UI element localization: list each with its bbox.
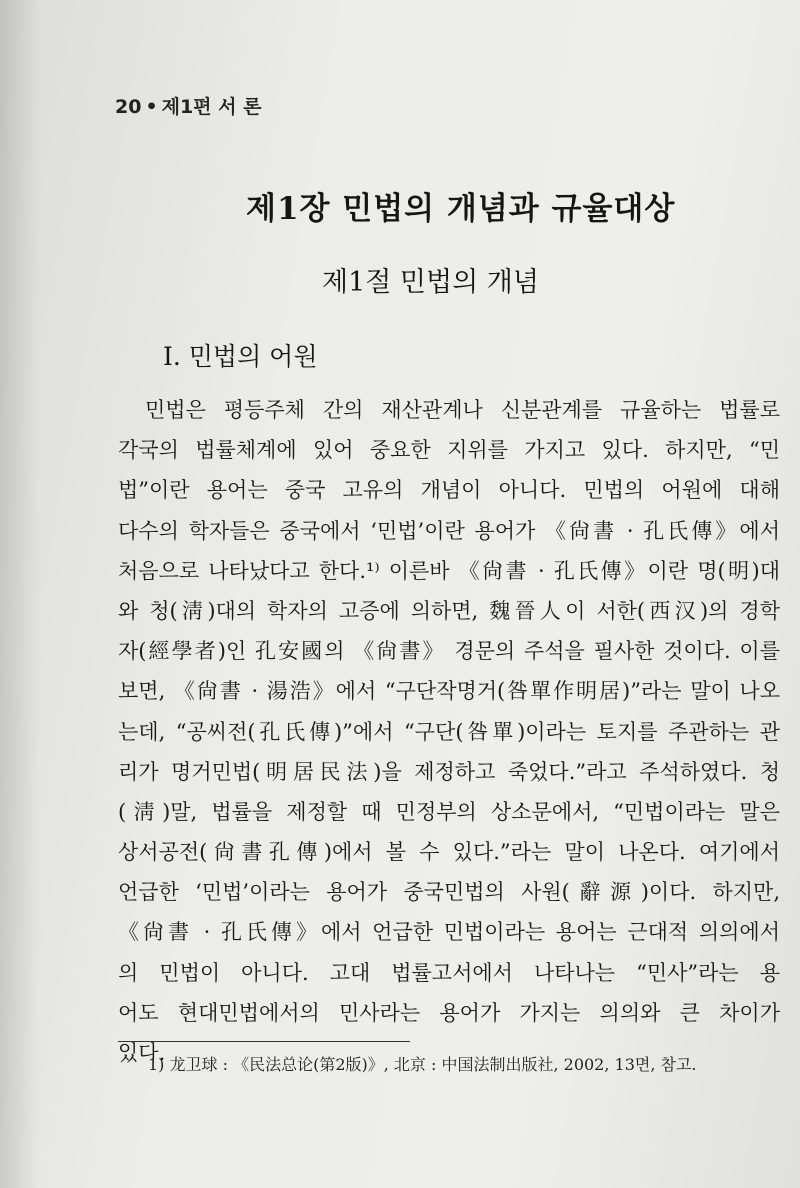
paragraph-line: 리가 명거민법(明居民法)을 제정하고 죽었다.”라고 주석하였다. 청 (118, 759, 780, 784)
section-title: 제1절 민법의 개념 (322, 267, 539, 298)
paragraph-line: 《尙書 · 孔氏傳》에서 언급한 민법이라는 용어는 근대적 의의에서 (118, 920, 780, 945)
paragraph-line: 는데, “공씨전(孔氏傳)”에서 “구단(咎單)이라는 토지를 주관하는 관 (118, 719, 780, 744)
paragraph-line: (淸)말, 법률을 제정할 때 민정부의 상소문에서, “민법이라는 말은 (118, 799, 780, 824)
footnote: 1) 龙卫球 : 《民法总论(第2版)》, 北京 : 中国法制出版社, 2002, 13면, 참고. (148, 1055, 697, 1074)
paragraph-line: 각국의 법률체계에 있어 중요한 지위를 가지고 있다. 하지만, “민 (118, 438, 780, 463)
paragraph-line: 자(經學者)인 孔安國의 《尙書》 경문의 주석을 필사한 것이다. 이를 (118, 639, 780, 664)
chapter-title: 제1장 민법의 개념과 규율대상 (246, 191, 676, 227)
part-title: 제1편 서 론 (161, 96, 262, 118)
paragraph-line: 법”이란 용어는 중국 고유의 개념이 아니다. 민법의 어원에 대해 (118, 478, 780, 503)
paragraph-line: 다수의 학자들은 중국에서 ‘민법’이란 용어가 《尙書 · 孔氏傳》에서 (118, 518, 780, 543)
body-paragraph (118, 390, 780, 1073)
paragraph-line: 의 민법이 아니다. 고대 법률고서에서 나타나는 “민사”라는 용 (118, 960, 780, 985)
paragraph-line: 상서공전(尙書孔傳)에서 볼 수 있다.”라는 말이 나온다. 여기에서 (118, 840, 780, 865)
paragraph-line: 보면, 《尙書 · 湯浩》에서 “구단작명거(咎單作明居)”라는 말이 나오 (118, 679, 780, 704)
page-gutter-shadow (0, 0, 40, 1188)
running-head-separator: • (145, 96, 158, 118)
paragraph-line: 어도 현대민법에서의 민사라는 용어가 가지는 의의와 큰 차이가 (118, 1000, 780, 1025)
paragraph-line: 와 청(淸)대의 학자의 고증에 의하면, 魏晉人이 서한(西汉)의 경학 (118, 598, 780, 623)
paragraph-line: 처음으로 나타났다고 한다.¹⁾ 이른바 《尙書 · 孔氏傳》이란 명(明)대 (118, 558, 780, 583)
subsection-title: Ⅰ. 민법의 어원 (163, 342, 318, 371)
footnote-rule (118, 1041, 410, 1042)
paragraph-line: 민법은 평등주체 간의 재산관계나 신분관계를 규율하는 법률로 (145, 398, 780, 422)
page-number: 20 (115, 96, 142, 118)
paragraph-line: 있다. (118, 1041, 166, 1065)
running-head (115, 92, 261, 119)
paragraph-line: 언급한 ‘민법’이라는 용어가 중국민법의 사원(辭源)이다. 하지만, (118, 880, 780, 905)
